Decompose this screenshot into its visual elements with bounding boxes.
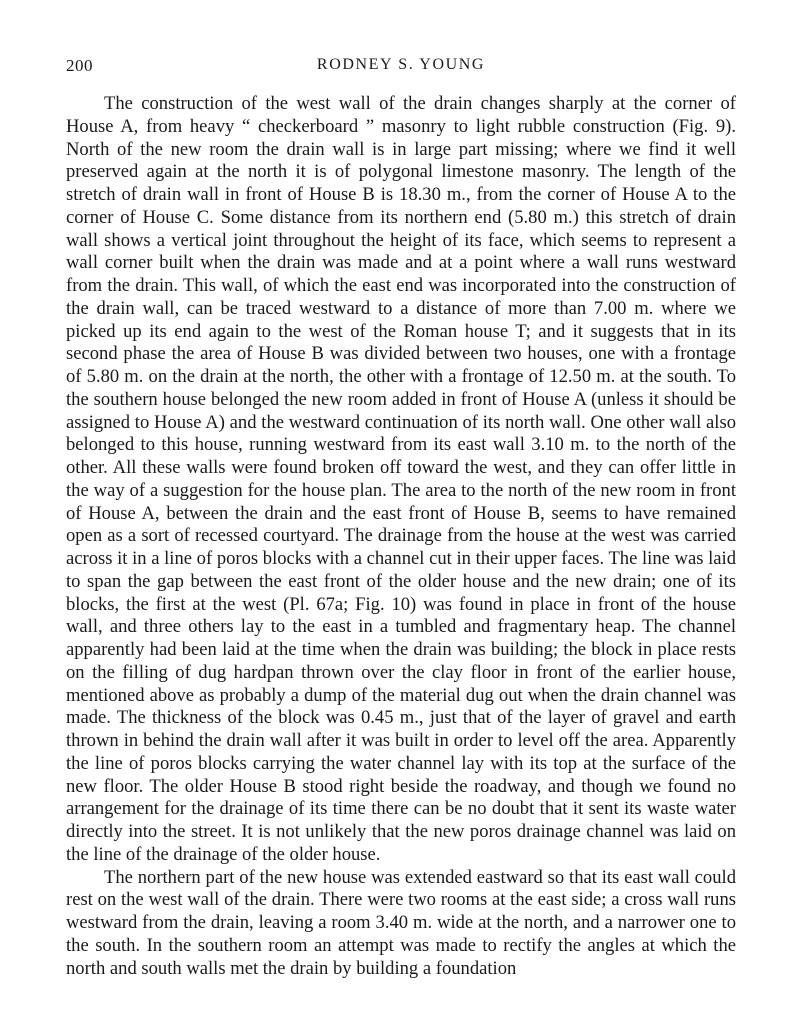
paragraph: The northern part of the new house was extended eastward so that its east wall could rest on the west wall of the drain. There were two rooms at the east side; a cross wall runs westward from the drain, leaving a room 3.40 m. wide at the north, and a narrower one to the south. In the southern room an attempt was made to rectify the angles at which the north and south walls met the drain by building a foundation: [66, 866, 736, 979]
page-number: 200: [66, 56, 93, 75]
running-head: [66, 56, 736, 82]
body-text: [66, 93, 736, 980]
paragraph: The construction of the west wall of the drain changes sharply at the corner of House A, from heavy “ checkerboard ” masonry to light rubble construction (Fig. 9). North of the new room the drain wall is in large part missing; where we find it well preserved again at the north it is of polygonal limestone masonry. The length of the stretch of drain wall in front of House B is 18.30 m., from the corner of House A to the corner of House C. Some distance from its northern end (5.80 m.) this stretch of drain wall shows a vertical joint throughout the height of its face, which seems to represent a wall corner built when the drain was made and at a point where a wall runs westward from the drain. This wall, of which the east end was incorporated into the construction of the drain wall, can be traced westward to a distance of more than 7.00 m. where we picked up its end again to the west of the Roman house T; and it suggests that in its second phase the area of House B was divided between two houses, one with a frontage of 5.80 m. on the drain at the north, the other with a frontage of 12.50 m. at the south. To the southern house belonged the new room added in front of House A (unless it should be assigned to House A) and the westward continuation of its north wall. One other wall also belonged to this house, running westward from its east wall 3.10 m. to the north of the other. All these walls were found broken off toward the west, and they can offer little in the way of a suggestion for the house plan. The area to the north of the new room in front of House A, between the drain and the east front of House B, seems to have remained open as a sort of recessed courtyard. The drainage from the house at the west was carried across it in a line of poros blocks with a channel cut in their upper faces. The line was laid to span the gap between the east front of the older house and the new drain; one of its blocks, the first at the west (Pl. 67a; Fig. 10) was found in place in front of the house wall, and three others lay to the east in a tumbled and fragmentary heap. The channel apparently had been laid at the time when the drain was building; the block in place rests on the filling of dug hardpan thrown over the clay floor in front of the earlier house, mentioned above as probably a dump of the material dug out when the drain channel was made. The thickness of the block was 0.45 m., just that of the layer of gravel and earth thrown in behind the drain wall after it was built in order to level off the area. Apparently the line of poros blocks carrying the water channel lay with its top at the surface of the new floor. The older House B stood right beside the roadway, and though we found no arrangement for the drainage of its time there can be no doubt that it sent its waste water directly into the street. It is not unlikely that the new poros drainage channel was laid on the line of the drainage of the older house.: [66, 93, 736, 865]
running-head-title: RODNEY S. YOUNG: [316, 56, 486, 73]
